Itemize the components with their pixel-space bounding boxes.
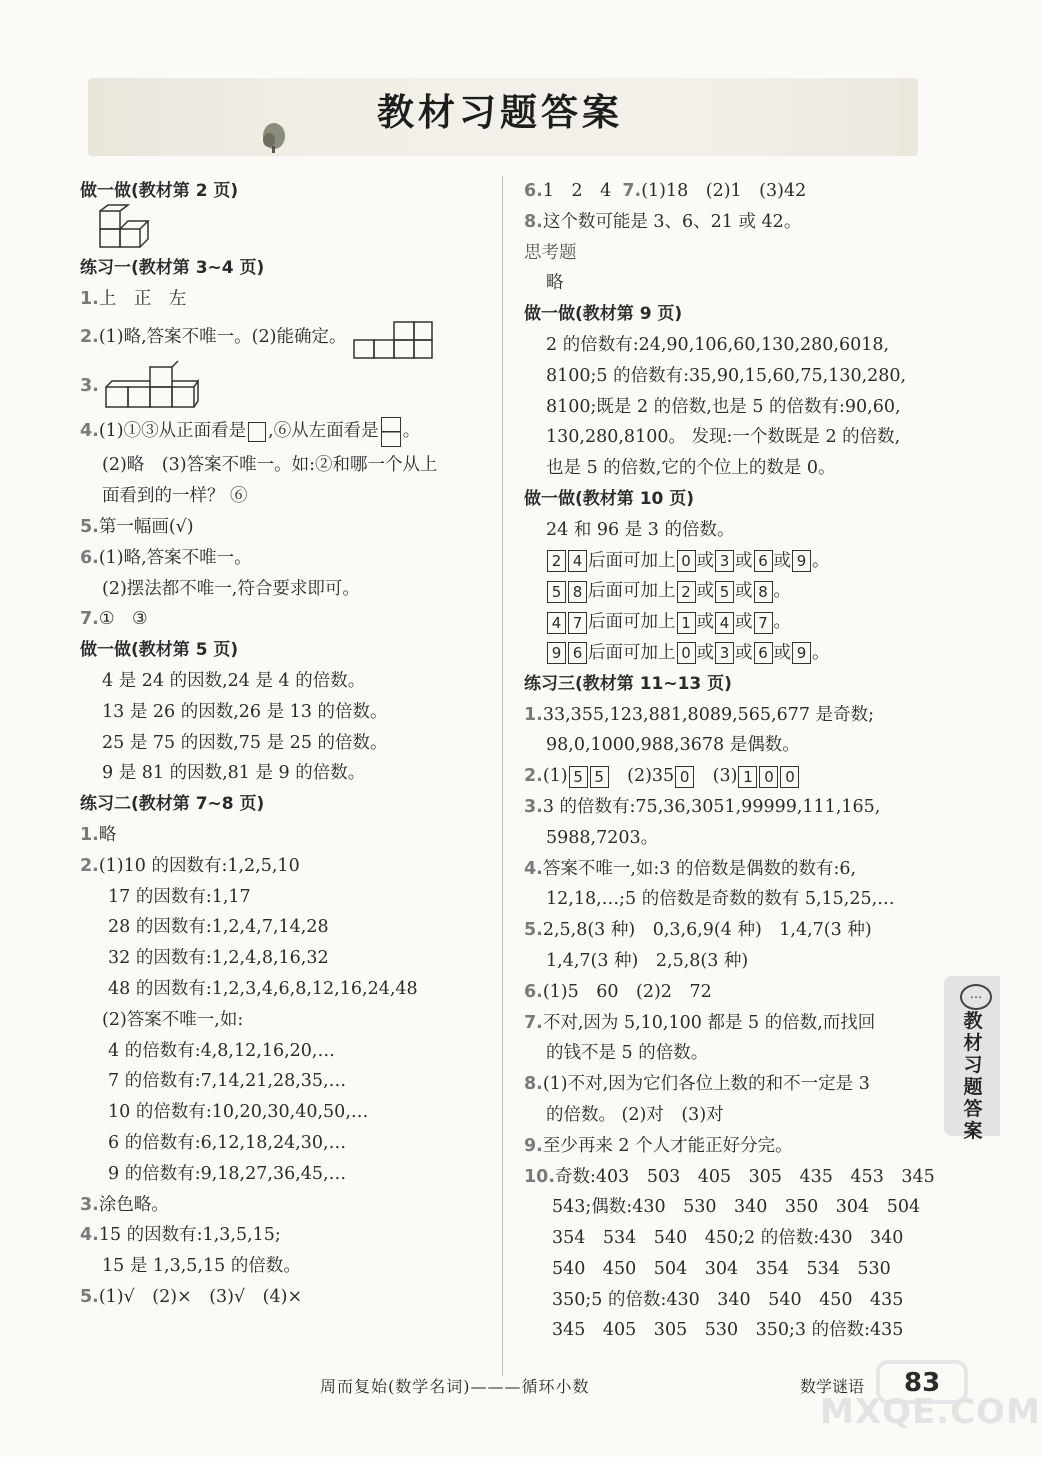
answer-line — [80, 284, 490, 315]
answer-line: 540 450 504 304 354 534 530 — [552, 1258, 891, 1279]
answer-text: 或 — [735, 612, 753, 633]
question-number: 5. — [80, 1286, 99, 1307]
answer-text: 1 2 4 — [542, 181, 612, 201]
answer-line — [524, 854, 944, 885]
answer-line: 48 的因数有:1,2,3,4,6,8,12,16,24,48 — [108, 978, 418, 999]
answer-text: 15 的因数有:1,3,5,15; — [98, 1225, 281, 1246]
answer-text: 答案不唯一,如:3 的倍数是偶数的数有:6, — [542, 858, 857, 879]
answer-text: 后面可加上 — [588, 550, 676, 571]
digit-box: 8 — [754, 581, 773, 603]
question-number: 4. — [80, 1225, 99, 1246]
answer-line: 8100;5 的倍数有:35,90,15,60,75,130,280, — [546, 365, 907, 386]
answer-text: 奇数:403 503 405 305 435 453 345 — [555, 1166, 935, 1187]
stacked-square-shape — [381, 417, 401, 447]
answer-text: 。 — [812, 550, 830, 571]
answer-line — [524, 700, 944, 731]
cube-row-figure — [104, 363, 200, 411]
answer-text: 2,5,8(3 种) 0,3,6,9(4 种) 1,4,7(3 种) — [542, 920, 872, 941]
answer-text: 或 — [696, 581, 714, 602]
answer-line — [80, 314, 490, 360]
section-heading: 做一做(教材第 2 页) — [80, 181, 239, 201]
side-tab-label: 教材习题答案 — [963, 1010, 983, 1142]
answer-line — [524, 1162, 944, 1193]
answer-text: (2)35 — [609, 766, 675, 787]
digit-box: 5 — [569, 766, 588, 788]
watermark-text: MXQE.COM — [820, 1392, 1041, 1432]
answer-line: 32 的因数有:1,2,4,8,16,32 — [108, 948, 329, 969]
digit-box: 9 — [792, 642, 811, 664]
answer-line: 4 是 24 的因数,24 是 4 的倍数。 — [102, 670, 366, 691]
digit-box: 4 — [568, 550, 587, 572]
answer-line — [524, 792, 944, 823]
section-heading: 做一做(教材第 5 页) — [80, 640, 239, 661]
digit-box: 2 — [677, 581, 696, 603]
answer-line — [80, 1282, 490, 1313]
answer-text: 或 — [735, 581, 753, 602]
question-number: 2. — [524, 766, 543, 787]
digit-box: 7 — [754, 612, 773, 634]
answer-line: 15 是 1,3,5,15 的倍数。 — [102, 1256, 301, 1277]
question-number: 5. — [524, 920, 543, 941]
cube-stack-figure — [98, 207, 158, 251]
digit-box: 6 — [754, 550, 773, 572]
answer-line: 2 的倍数有:24,90,106,60,130,280,6018, — [546, 334, 890, 355]
question-number: 4. — [80, 421, 99, 442]
digit-box: 6 — [754, 642, 773, 664]
answer-text: 至少再来 2 个人才能正好分完。 — [542, 1135, 793, 1156]
answer-text: (1)10 的因数有:1,2,5,10 — [98, 855, 300, 876]
section-heading: 思考题 — [524, 242, 577, 263]
answer-text: 后面可加上 — [588, 642, 676, 663]
digit-box: 9 — [792, 550, 811, 572]
page-number: 83 — [904, 1368, 941, 1398]
digit-box: 0 — [780, 766, 799, 788]
answer-line: 也是 5 的倍数,它的个位上的数是 0。 — [546, 458, 836, 479]
answer-line: 28 的因数有:1,2,4,7,14,28 — [108, 917, 329, 938]
digit-box: 3 — [715, 550, 734, 572]
answer-line: (2)答案不唯一,如: — [102, 1009, 244, 1030]
answer-line: 130,280,8100。 发现:一个数既是 2 的倍数, — [546, 427, 901, 448]
answer-text: 或 — [735, 642, 753, 663]
answer-line: 345 405 305 530 350;3 的倍数:435 — [552, 1320, 904, 1341]
answer-line — [524, 915, 944, 946]
answer-text: 或 — [696, 550, 714, 571]
right-column — [524, 176, 944, 1346]
answer-line: 6 的倍数有:6,12,18,24,30,… — [108, 1132, 347, 1153]
question-number: 4. — [524, 858, 543, 879]
answer-line — [524, 176, 944, 207]
section-heading: 练习二(教材第 7~8 页) — [80, 794, 265, 815]
answer-text: (3) — [695, 766, 738, 787]
answer-line: 543;偶数:430 530 340 350 304 504 — [552, 1197, 921, 1218]
answer-line — [524, 1008, 944, 1039]
question-number: 2. — [80, 327, 99, 348]
answer-text: 这个数可能是 3、6、21 或 42。 — [542, 211, 802, 232]
digit-row — [524, 546, 944, 577]
answer-line — [80, 512, 490, 543]
answer-text: 略 — [98, 824, 117, 845]
answer-line — [80, 1220, 490, 1251]
answer-text: (1)5 60 (2)2 72 — [542, 981, 712, 1002]
answer-text: 或 — [696, 642, 714, 663]
square-shape — [248, 422, 266, 442]
question-number: 8. — [524, 1074, 543, 1095]
section-heading: 做一做(教材第 9 页) — [524, 304, 683, 325]
digit-box: 0 — [677, 550, 696, 572]
answer-line: 略 — [546, 273, 564, 294]
digit-box: 5 — [590, 766, 609, 788]
digit-box: 4 — [715, 612, 734, 634]
page-title: 教材习题答案 — [377, 91, 623, 134]
answer-text: ,⑥从左面看是 — [268, 421, 379, 442]
answer-line: 10 的倍数有:10,20,30,40,50,… — [108, 1102, 369, 1123]
digit-box: 3 — [715, 642, 734, 664]
answer-line — [80, 360, 490, 412]
answer-text: 后面可加上 — [588, 581, 676, 602]
answer-line: 17 的因数有:1,17 — [108, 886, 251, 907]
answer-text: 3 的倍数有:75,36,3051,99999,111,165, — [542, 796, 881, 817]
answer-line: 的钱不是 5 的倍数。 — [546, 1043, 709, 1064]
question-number: 2. — [80, 855, 99, 876]
digit-box: 6 — [568, 642, 587, 664]
question-number: 1. — [524, 704, 543, 725]
question-number: 1. — [80, 824, 99, 845]
question-number: 3. — [80, 1194, 99, 1215]
answer-text: (1)略,答案不唯一。(2)能确定。 — [98, 327, 347, 348]
answer-line — [80, 851, 490, 882]
answer-text: 。 — [402, 421, 421, 442]
answer-text: (1)不对,因为它们各位上数的和不一定是 3 — [542, 1074, 870, 1095]
digit-box: 8 — [568, 581, 587, 603]
answer-line — [80, 1190, 490, 1221]
question-number: 1. — [80, 288, 99, 309]
digit-row — [524, 638, 944, 669]
answer-text: 或 — [773, 550, 791, 571]
question-number: 3. — [80, 376, 99, 397]
digit-box: 0 — [675, 766, 694, 788]
question-number: 9. — [524, 1135, 543, 1156]
answer-line — [524, 761, 944, 792]
answer-line: 7 的倍数有:7,14,21,28,35,… — [108, 1071, 347, 1092]
answer-text: 。 — [773, 612, 791, 633]
column-divider — [502, 176, 503, 1376]
answer-line — [524, 977, 944, 1008]
question-number: 5. — [80, 516, 99, 537]
section-heading: 做一做(教材第 10 页) — [524, 488, 695, 509]
digit-box: 0 — [759, 766, 778, 788]
answer-line: 的倍数。 (2)对 (3)对 — [546, 1104, 724, 1125]
answer-line — [80, 604, 490, 635]
digit-box: 5 — [547, 581, 566, 603]
digit-box: 9 — [547, 642, 566, 664]
digit-box: 1 — [677, 612, 696, 634]
answer-line: 98,0,1000,988,3678 是偶数。 — [546, 735, 800, 756]
digit-box: 7 — [568, 612, 587, 634]
cube-steps-figure — [352, 316, 434, 360]
answer-line: 13 是 26 的因数,26 是 13 的倍数。 — [102, 701, 388, 722]
footer-riddle: 周而复始(数学名词)———循环小数 — [320, 1377, 590, 1396]
answer-text: 涂色略。 — [98, 1194, 169, 1215]
answer-line — [524, 1069, 944, 1100]
answer-text: ① ③ — [98, 609, 148, 630]
digit-box: 2 — [547, 550, 566, 572]
left-column — [80, 176, 490, 1313]
answer-text: 第一幅画(√) — [98, 516, 194, 537]
answer-line: 面看到的一样？ ⑥ — [102, 486, 248, 507]
answer-text: (1)√ (2)× (3)√ (4)× — [98, 1286, 303, 1307]
answer-line — [524, 207, 944, 238]
answer-text: (1) — [542, 766, 568, 787]
digit-row — [524, 607, 944, 638]
answer-line: 350;5 的倍数:430 340 540 450 435 — [552, 1289, 904, 1310]
answer-text: 不对,因为 5,10,100 都是 5 的倍数,而找回 — [542, 1012, 876, 1033]
answer-text: 33,355,123,881,8089,565,677 是奇数; — [542, 704, 874, 725]
question-number: 6. — [524, 181, 543, 201]
digit-row — [524, 576, 944, 607]
answer-line: 25 是 75 的因数,75 是 25 的倍数。 — [102, 732, 388, 753]
footer-label: 数学谜语 — [800, 1377, 865, 1396]
answer-line: 1,4,7(3 种) 2,5,8(3 种) — [546, 950, 749, 971]
answer-line — [80, 820, 490, 851]
digit-box: 4 — [547, 612, 566, 634]
question-number: 8. — [524, 211, 543, 232]
answer-line: 9 是 81 的因数,81 是 9 的倍数。 — [102, 763, 366, 784]
answer-text: 上 正 左 — [98, 288, 187, 309]
answer-line: 4 的倍数有:4,8,12,16,20,… — [108, 1040, 335, 1061]
answer-text: 或 — [696, 612, 714, 633]
answer-line: 9 的倍数有:9,18,27,36,45,… — [108, 1163, 347, 1184]
cube-figure-row — [80, 207, 490, 253]
answer-text: 或 — [735, 550, 753, 571]
answer-line: 8100;既是 2 的倍数,也是 5 的倍数有:90,60, — [546, 396, 901, 417]
answer-line: (2)摆法都不唯一,符合要求即可。 — [102, 578, 360, 599]
answer-line — [80, 412, 490, 450]
section-heading: 练习三(教材第 11~13 页) — [524, 673, 732, 694]
answer-text: 或 — [773, 642, 791, 663]
answer-line: 24 和 96 是 3 的倍数。 — [546, 519, 735, 540]
question-number: 6. — [80, 547, 99, 568]
answer-text: 。 — [812, 642, 830, 663]
answer-line — [80, 543, 490, 574]
question-number: 6. — [524, 981, 543, 1002]
section-heading: 练习一(教材第 3~4 页) — [80, 257, 265, 278]
answer-text: 后面可加上 — [588, 612, 676, 633]
question-number: 7. — [80, 609, 99, 630]
digit-box: 5 — [715, 581, 734, 603]
answer-line: 5988,7203。 — [546, 827, 659, 848]
digit-box: 1 — [738, 766, 757, 788]
answer-text: (1)略,答案不唯一。 — [98, 547, 252, 568]
answer-text: (1)18 (2)1 (3)42 — [641, 181, 807, 201]
answer-line: 12,18,…;5 的倍数是奇数的数有 5,15,25,… — [546, 889, 895, 910]
answer-text: (1)①③从正面看是 — [98, 421, 247, 442]
answer-line: (2)略 (3)答案不唯一。如:②和哪一个从上 — [102, 455, 438, 476]
answer-text: 。 — [773, 581, 791, 602]
digit-box: 0 — [677, 642, 696, 664]
question-number: 7. — [524, 1012, 543, 1033]
question-number: 10. — [524, 1166, 556, 1187]
answer-line: 354 534 540 450;2 的倍数:430 340 — [552, 1228, 904, 1249]
answer-line — [524, 1131, 944, 1162]
speech-bubble-icon: … — [960, 984, 992, 1010]
question-number: 7. — [622, 181, 642, 201]
question-number: 3. — [524, 796, 543, 817]
